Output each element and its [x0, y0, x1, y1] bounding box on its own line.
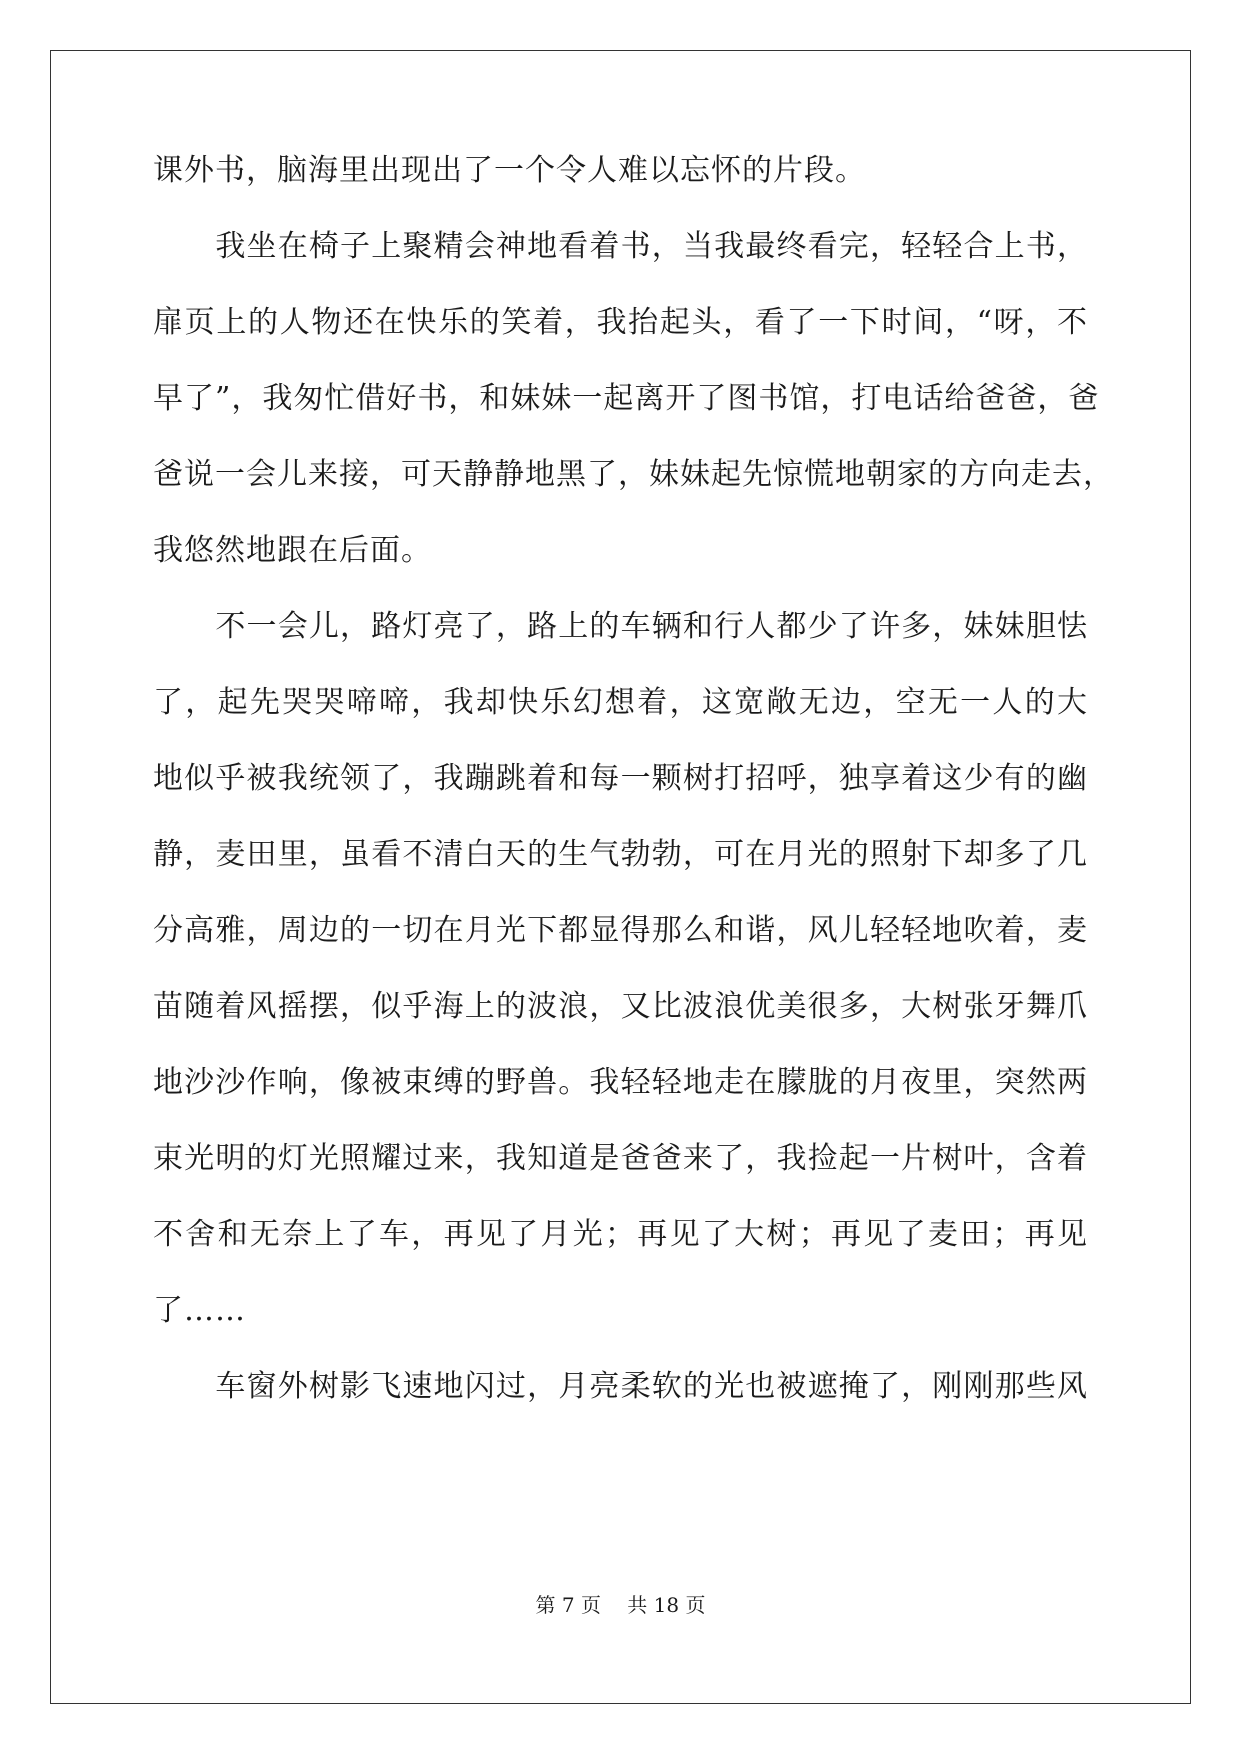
page-number-footer: 第 7 页 共 18 页 [535, 1593, 706, 1617]
body-text-line: 了，起先哭哭啼啼，我却快乐幻想着，这宽敞无边，空无一人的大 [153, 685, 1088, 720]
body-text-line: 分高雅，周边的一切在月光下都显得那么和谐，风儿轻轻地吹着，麦 [153, 913, 1088, 948]
body-text-line: 课外书，脑海里出现出了一个令人难以忘怀的片段。 [153, 153, 866, 188]
body-text-line: 我坐在椅子上聚精会神地看着书，当我最终看完，轻轻合上书， [153, 229, 1088, 264]
body-text-line: 苗随着风摇摆，似乎海上的波浪，又比波浪优美很多，大树张牙舞爪 [153, 989, 1088, 1024]
page-border [50, 50, 1191, 1704]
body-text-line: 扉页上的人物还在快乐的笑着，我抬起头，看了一下时间，“呀，不 [153, 305, 1088, 340]
body-text-line: 了…… [153, 1293, 246, 1328]
body-text-line: 束光明的灯光照耀过来，我知道是爸爸来了，我捡起一片树叶，含着 [153, 1141, 1088, 1176]
body-text-line: 不一会儿，路灯亮了，路上的车辆和行人都少了许多，妹妹胆怯 [153, 609, 1088, 644]
body-text-line: 地似乎被我统领了，我蹦跳着和每一颗树打招呼，独享着这少有的幽 [153, 761, 1088, 796]
body-text-line: 爸说一会儿来接，可天静静地黑了，妹妹起先惊慌地朝家的方向走去， [153, 457, 1114, 492]
body-text-line: 静，麦田里，虽看不清白天的生气勃勃，可在月光的照射下却多了几 [153, 837, 1088, 872]
body-text-line: 车窗外树影飞速地闪过，月亮柔软的光也被遮掩了，刚刚那些风 [153, 1369, 1088, 1404]
body-text-line: 不舍和无奈上了车，再见了月光；再见了大树；再见了麦田；再见 [153, 1217, 1088, 1252]
body-text-line: 地沙沙作响，像被束缚的野兽。我轻轻地走在朦胧的月夜里，突然两 [153, 1065, 1088, 1100]
body-text-line: 我悠然地跟在后面。 [153, 533, 432, 568]
body-text-line: 早了”，我匆忙借好书，和妹妹一起离开了图书馆，打电话给爸爸，爸 [153, 381, 1100, 416]
